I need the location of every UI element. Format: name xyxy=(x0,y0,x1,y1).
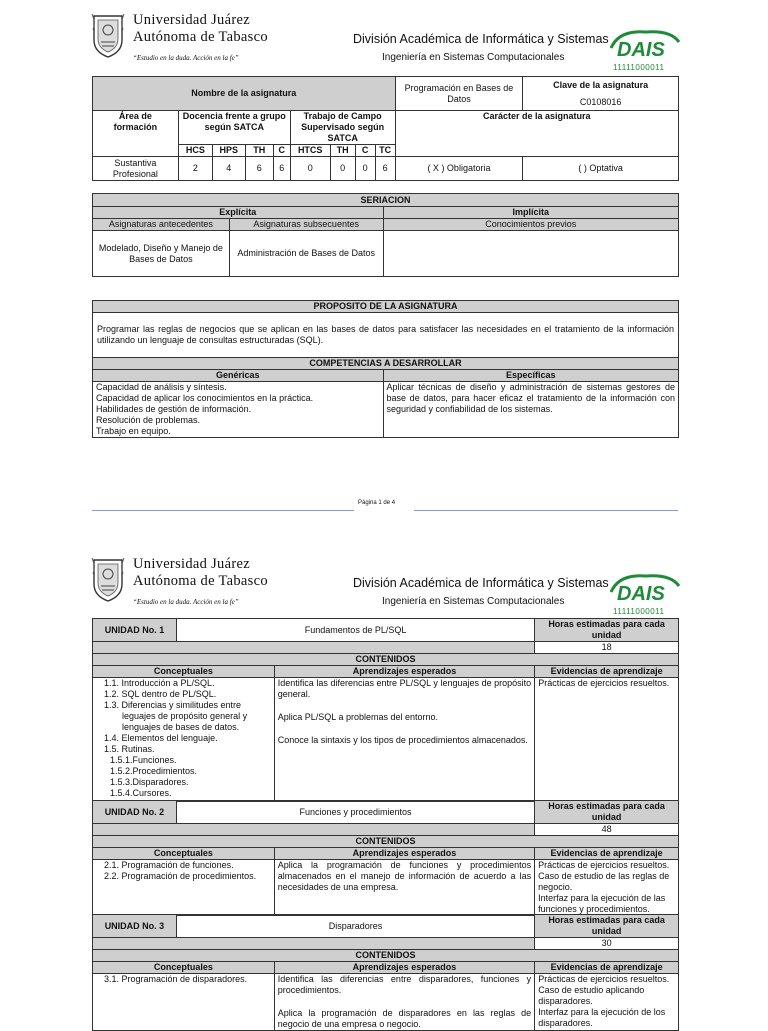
col-header: HTCS xyxy=(290,145,330,157)
division-title: División Académica de Informática y Sistemas xyxy=(353,576,609,590)
aprendizajes-label: Aprendizajes esperados xyxy=(274,848,534,860)
list-item: 1.5.1.Funciones. xyxy=(110,755,177,765)
evidencias-list xyxy=(535,860,679,916)
conceptuales-list xyxy=(93,678,275,802)
list-item: Caso de estudio de las reglas de negocio. xyxy=(538,871,670,892)
implicita-label: Implícita xyxy=(383,207,678,219)
col-header: TH xyxy=(330,145,355,157)
col-header: TC xyxy=(375,145,395,157)
evidencias-list xyxy=(535,974,679,1031)
unit-hours: 48 xyxy=(535,824,679,836)
area-value: Sustantiva Profesional xyxy=(93,157,179,181)
university-name: Universidad Juárez Autónoma de Tabasco xyxy=(133,556,268,589)
aprendizajes-list xyxy=(274,678,534,802)
col-header: HPS xyxy=(212,145,245,157)
subject-key-cell xyxy=(523,77,679,111)
col-header: C xyxy=(273,145,290,157)
university-seal-icon xyxy=(90,12,126,58)
unit-hours: 30 xyxy=(535,938,679,950)
unit-title: Funciones y procedimientos xyxy=(176,801,534,824)
list-item: 1.3. Diferencias y similitudes entre xyxy=(104,700,242,710)
previos-value xyxy=(383,231,678,277)
seriacion-table xyxy=(92,193,679,277)
page-header xyxy=(90,556,680,616)
conceptuales-list xyxy=(93,974,275,1031)
list-item: Aplica la programación de funciones y procedimientos almacenados en el manejo de información de acuerdo a las necesidades de una empresa. xyxy=(277,860,532,892)
university-motto: “Estudio en la duda. Acción en la fe” xyxy=(133,54,239,62)
proposito-table xyxy=(92,300,679,438)
dais-logo-binary: 11111000011 xyxy=(613,607,665,616)
unit-label: UNIDAD No. 3 xyxy=(93,915,177,938)
conceptuales-label: Conceptuales xyxy=(93,848,275,860)
unit-title: Fundamentos de PL/SQL xyxy=(176,619,534,642)
list-item: Prácticas de ejercicios resueltos. xyxy=(538,678,670,688)
col-value: 0 xyxy=(355,157,375,181)
evidencias-label: Evidencias de aprendizaje xyxy=(535,848,679,860)
list-item: Habilidades de gestión de información. xyxy=(96,404,252,414)
list-item: Identifica las diferencias entre disparadores, funciones y procedimientos. xyxy=(277,974,532,995)
proposito-title: PROPOSITO DE LA ASIGNATURA xyxy=(93,301,679,313)
competencias-title: COMPETENCIAS A DESARROLLAR xyxy=(93,358,679,370)
list-item: Capacidad de aplicar los conocimientos en la práctica. xyxy=(96,393,314,403)
col-header: C xyxy=(355,145,375,157)
genericas-label: Genéricas xyxy=(93,370,384,382)
list-item: 1.4. Elementos del lenguaje. xyxy=(104,733,218,743)
unit-table xyxy=(92,914,679,1031)
col-value: 6 xyxy=(273,157,290,181)
dais-logo-icon xyxy=(609,570,683,616)
unit-label: UNIDAD No. 2 xyxy=(93,801,177,824)
program-name: Ingeniería en Sistemas Computacionales xyxy=(382,52,565,63)
proposito-text: Programar las reglas de negocios que se aplican en las bases de datos para satisfacer las necesidades en el tratamiento de la información utilizando un lenguaje de consultas estructuradas (SQL). xyxy=(93,313,679,358)
program-name: Ingeniería en Sistemas Computacionales xyxy=(382,596,565,607)
col-value: 4 xyxy=(212,157,245,181)
docencia-label: Docencia frente a grupo según SATCA xyxy=(178,111,290,145)
university-motto: “Estudio en la duda. Acción en la fe” xyxy=(133,598,239,606)
subject-table xyxy=(92,76,679,181)
dais-logo-binary: 11111000011 xyxy=(613,63,665,72)
list-item: 1.5.4.Cursores. xyxy=(110,788,172,798)
subject-key-label: Clave de la asignatura xyxy=(553,79,649,90)
dais-logo-icon xyxy=(609,26,683,72)
subject-key-value: C0108016 xyxy=(579,96,622,107)
division-title: División Académica de Informática y Sistemas xyxy=(353,32,609,46)
unit-hours: 18 xyxy=(535,642,679,654)
genericas-list xyxy=(93,382,384,438)
evidencias-list xyxy=(535,678,679,802)
aprendizajes-label: Aprendizajes esperados xyxy=(274,666,534,678)
list-item: Prácticas de ejercicios resueltos. xyxy=(538,860,670,870)
especificas-text: Aplicar técnicas de diseño y administración de sistemas gestores de base de datos, para hacer eficaz el tratamiento de la información con seguridad y confiabilidad de los sistemas. xyxy=(383,382,679,438)
unit-title: Disparadores xyxy=(176,915,534,938)
evidencias-label: Evidencias de aprendizaje xyxy=(535,962,679,974)
area-label: Área de formación xyxy=(93,111,179,157)
antecedentes-label: Asignaturas antecedentes xyxy=(93,219,230,231)
list-item: Conoce la sintaxis y los tipos de procedimientos almacenados. xyxy=(277,735,528,745)
subject-name-value: Programación en Bases de Datos xyxy=(395,77,523,111)
list-item: 1.5.2.Procedimientos. xyxy=(110,766,198,776)
antecedentes-value: Modelado, Diseño y Manejo de Bases de Datos xyxy=(93,231,230,277)
aprendizajes-list xyxy=(274,860,534,916)
contenidos-label: CONTENIDOS xyxy=(93,950,679,962)
list-item: Aplica la programación de disparadores en las reglas de negocio de una empresa o negocio. xyxy=(277,1008,532,1029)
dais-logo-text: DAIS xyxy=(617,39,665,61)
list-item: Aplica PL/SQL a problemas del entorno. xyxy=(277,712,439,722)
list-item: 3.1. Programación de disparadores. xyxy=(104,974,248,984)
list-item: 2.2. Programación de procedimientos. xyxy=(104,871,257,881)
conceptuales-label: Conceptuales xyxy=(93,962,275,974)
evidencias-label: Evidencias de aprendizaje xyxy=(535,666,679,678)
col-value: 6 xyxy=(245,157,273,181)
list-item: Resolución de problemas. xyxy=(96,415,201,425)
subject-name-label: Nombre de la asignatura xyxy=(93,77,396,111)
caracter-label: Carácter de la asignatura xyxy=(395,111,678,157)
subsecuentes-label: Asignaturas subsecuentes xyxy=(229,219,383,231)
footer-rule-right xyxy=(414,510,678,511)
hours-label: Horas estimadas para cada unidad xyxy=(535,915,679,938)
unit-table xyxy=(92,800,679,916)
especificas-label: Específicas xyxy=(383,370,679,382)
previos-label: Conocimientos previos xyxy=(383,219,678,231)
subsecuentes-value: Administración de Bases de Datos xyxy=(229,231,383,277)
aprendizajes-list xyxy=(274,974,534,1031)
obligatoria-option: ( X ) Obligatoria xyxy=(395,157,523,181)
footer-rule-left xyxy=(92,510,354,511)
col-value: 2 xyxy=(178,157,212,181)
col-header: HCS xyxy=(178,145,212,157)
col-value: 0 xyxy=(330,157,355,181)
university-name: Universidad Juárez Autónoma de Tabasco xyxy=(133,12,268,45)
hours-label: Horas estimadas para cada unidad xyxy=(535,619,679,642)
list-item: Identifica las diferencias entre PL/SQL y lenguajes de propósito general. xyxy=(277,678,532,699)
list-item: Interfaz para la ejecución de las funciones y procedimientos. xyxy=(538,893,666,914)
list-item: 1.5.3.Disparadores. xyxy=(110,777,189,787)
col-value: 0 xyxy=(290,157,330,181)
conceptuales-list xyxy=(93,860,275,916)
hours-label: Horas estimadas para cada unidad xyxy=(535,801,679,824)
list-item: 2.1. Programación de funciones. xyxy=(104,860,234,870)
page-number: Página 1 de 4 xyxy=(358,500,396,506)
unit-table xyxy=(92,618,679,802)
conceptuales-label: Conceptuales xyxy=(93,666,275,678)
contenidos-label: CONTENIDOS xyxy=(93,654,679,666)
list-item: 1.5. Rutinas. xyxy=(104,744,155,754)
trabajo-label: Trabajo de Campo Supervisado según SATCA xyxy=(290,111,395,145)
list-item: 1.1. Introducción a PL/SQL. xyxy=(104,678,215,688)
list-item: lenguajes de bases de datos. xyxy=(122,722,240,732)
contenidos-label: CONTENIDOS xyxy=(93,836,679,848)
list-item: Prácticas de ejercicios resueltos. xyxy=(538,974,670,984)
col-value: 6 xyxy=(375,157,395,181)
explicita-label: Explícita xyxy=(93,207,384,219)
list-item: Interfaz para la ejecución de los disparadores. xyxy=(538,1007,666,1028)
list-item: Capacidad de análisis y síntesis. xyxy=(96,382,227,392)
aprendizajes-label: Aprendizajes esperados xyxy=(274,962,534,974)
page-footer xyxy=(92,498,678,512)
list-item: leguajes de propósito general y xyxy=(122,711,248,721)
seriacion-title: SERIACION xyxy=(93,194,679,207)
list-item: Caso de estudio aplicando disparadores. xyxy=(538,985,645,1006)
list-item: Trabajo en equipo. xyxy=(96,426,171,436)
unit-label: UNIDAD No. 1 xyxy=(93,619,177,642)
university-seal-icon xyxy=(90,556,126,602)
page-header xyxy=(90,12,680,72)
list-item: 1.2. SQL dentro de PL/SQL. xyxy=(104,689,217,699)
col-header: TH xyxy=(245,145,273,157)
dais-logo-text: DAIS xyxy=(617,583,665,605)
optativa-option: ( ) Optativa xyxy=(523,157,679,181)
